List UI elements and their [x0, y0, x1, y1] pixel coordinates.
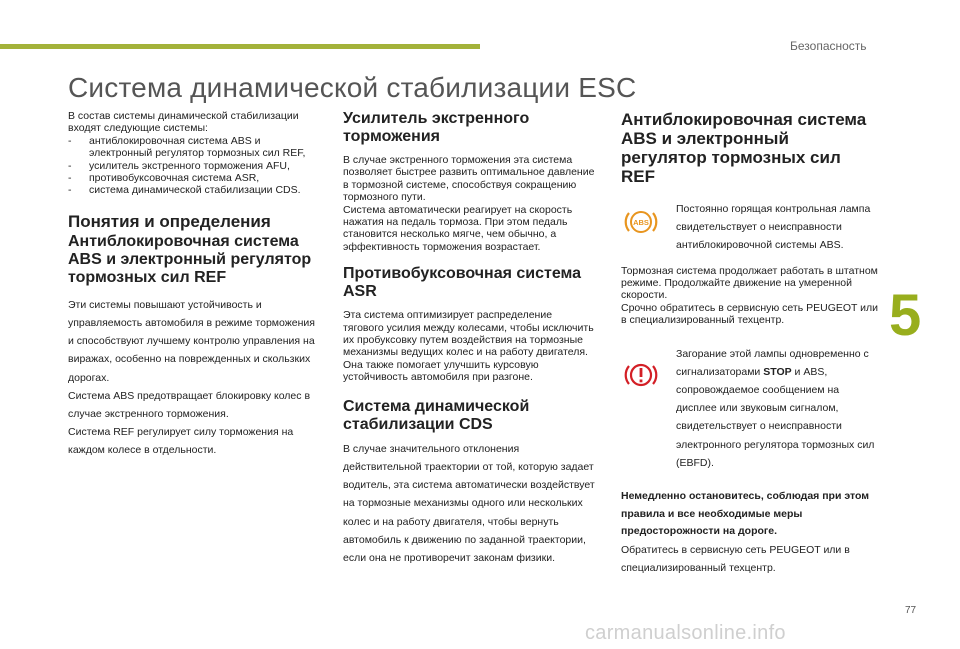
- service-note: Обратитесь в сервисную сеть PEUGEOT или в специализированный техцентр.: [621, 543, 850, 575]
- ebfd-text-part: Загорание этой лампы одновременно с сигнализаторами: [676, 347, 869, 378]
- svg-text:ABS: ABS: [633, 218, 649, 227]
- cds-body: В случае значительного отклонения действительной траектории от той, которую задает водитель, эта система автоматически воздействует на тормозные механизмы одного или нескольких колес и на работу двигателя, чтобы вернуть автомобиль к движению по заданной траектории, если она не противоречит законам физики.: [343, 442, 595, 564]
- ebfd-warning-block: [621, 345, 879, 472]
- definitions-heading: Понятия и определения: [68, 211, 271, 231]
- abs-ref-body: Эти системы повышают устойчивость и управляемость автомобиля в режиме торможения и способствуют лучшему контролю управления на виражах, особенно на поврежденных и скользких дорогах. Система ABS предотвращает блокировку колес в случае экстренного торможения. Система REF регулирует силу торможения на каждом колесе в отдельности.: [68, 298, 315, 457]
- abs-warning-block: [621, 200, 879, 255]
- afu-body: В случае экстренного торможения эта система позволяет быстрее развить оптимальное давление в тормозной системе, способствуя сокращению тормозного пути. Система автоматически реагирует на скорость нажатия на педаль тормоза. При этом педаль становится несколько мягче, чем обычно, а эффективность торможения возрастает.: [343, 154, 595, 253]
- list-item: - антиблокировочная система ABS и электронный регулятор тормозных сил REF,: [68, 135, 322, 160]
- list-item: - противобуксовочная система ASR,: [68, 172, 322, 184]
- page-title: Система динамической стабилизации ESC: [68, 72, 637, 103]
- ebfd-text-part: и ABS, сопровождаемое сообщением на дисплее или звуковым сигналом, свидетельствует о неисправности электронного регулятора тормозных сил (EBFD).: [676, 365, 875, 469]
- systems-list: [68, 135, 322, 197]
- cds-heading: Система динамической стабилизации CDS: [343, 397, 530, 433]
- stop-label: STOP: [763, 365, 792, 378]
- list-item: - система динамической стабилизации CDS.: [68, 184, 322, 196]
- abs-ref-subheading: Антиблокировочная система ABS и электронный регулятор тормозных сил REF: [68, 232, 312, 286]
- column-3: [621, 110, 879, 577]
- chapter-number: 5: [889, 283, 922, 348]
- abs-warning-text: Постоянно горящая контрольная лампа свидетельствует о неисправности антиблокировочной системы ABS.: [676, 203, 871, 252]
- ebfd-warning-text: [676, 345, 879, 472]
- brake-fault-icon: [621, 355, 661, 395]
- column-2: [343, 110, 595, 567]
- abs-warning-icon: [621, 202, 661, 242]
- asr-body: Эта система оптимизирует распределение тягового усилия между колесами, чтобы исключить их пробуксовку путем воздействия на тормозные механизмы ведущих колес и на работу двигателя. Она также помогает улучшить курсовую устойчивость автомобиля при разгоне.: [343, 309, 594, 384]
- asr-heading: Противобуксовочная система ASR: [343, 265, 582, 301]
- column-1: [68, 110, 322, 460]
- header-accent-bar: [0, 44, 480, 49]
- page-number: 77: [905, 605, 917, 616]
- list-item: - усилитель экстренного торможения AFU,: [68, 160, 322, 172]
- stop-now-note: Немедленно остановитесь, соблюдая при этом правила и все необходимые меры предосторожности на дороге.: [621, 490, 870, 538]
- intro-text: В состав системы динамической стабилизации входят следующие системы:: [68, 110, 299, 135]
- abs-section-heading: Антиблокировочная система ABS и электронный регулятор тормозных сил REF: [621, 110, 867, 186]
- afu-heading: Усилитель экстренного торможения: [343, 110, 530, 145]
- watermark: carmanualsonline.info: [585, 622, 786, 644]
- section-title: Безопасность: [790, 39, 867, 53]
- abs-body: Тормозная система продолжает работать в штатном режиме. Продолжайте движение на умеренной скорости. Срочно обратитесь в сервисную сеть PEUGEOT или в специализированный техцентр.: [621, 264, 879, 327]
